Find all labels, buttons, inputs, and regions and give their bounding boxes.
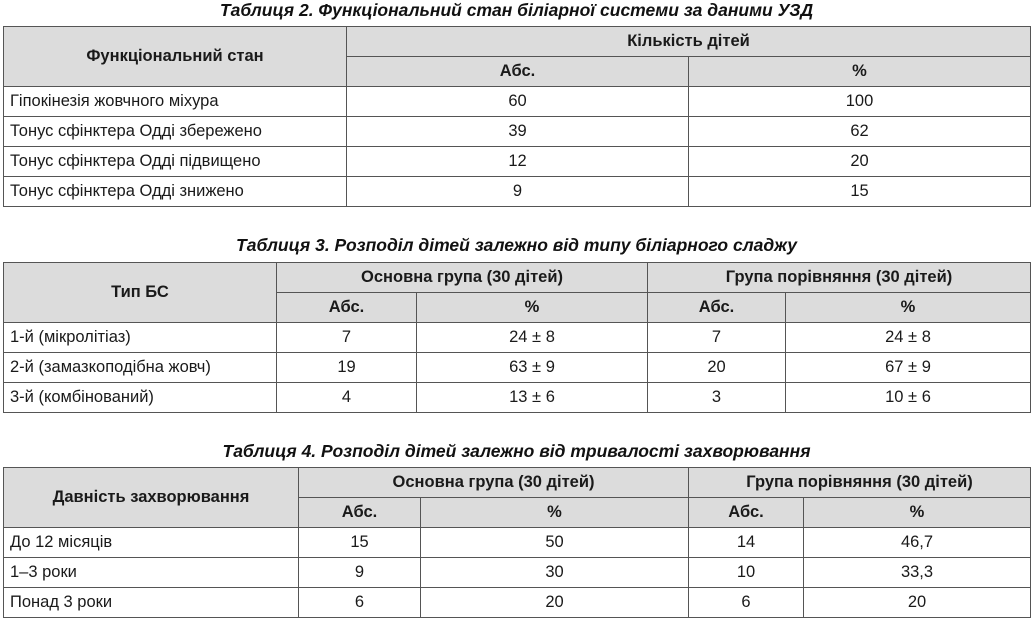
row-label: 1-й (мікролітіаз) xyxy=(4,323,277,353)
cell-comp-abs: 7 xyxy=(648,323,786,353)
cell-comp-abs: 20 xyxy=(648,353,786,383)
table4-header-main-pct: % xyxy=(421,498,689,528)
table2-header-row-label: Функціональний стан xyxy=(4,27,347,87)
cell-pct: 62 xyxy=(689,117,1031,147)
row-label: 3-й (комбінований) xyxy=(4,383,277,413)
table2-header-group: Кількість дітей xyxy=(347,27,1031,57)
table-row xyxy=(4,383,1031,413)
cell-main-pct: 63 ± 9 xyxy=(417,353,648,383)
table-row xyxy=(4,147,1031,177)
cell-main-abs: 9 xyxy=(299,558,421,588)
cell-main-pct: 20 xyxy=(421,588,689,618)
cell-comp-pct: 10 ± 6 xyxy=(786,383,1031,413)
table4 xyxy=(3,467,1031,618)
cell-comp-pct: 24 ± 8 xyxy=(786,323,1031,353)
cell-main-pct: 24 ± 8 xyxy=(417,323,648,353)
table-row xyxy=(4,528,1031,558)
table3-caption: Таблиця 3. Розподіл дітей залежно від типу біліарного сладжу xyxy=(236,235,797,255)
cell-comp-pct: 67 ± 9 xyxy=(786,353,1031,383)
cell-main-pct: 30 xyxy=(421,558,689,588)
cell-comp-pct: 20 xyxy=(804,588,1031,618)
cell-comp-abs: 6 xyxy=(689,588,804,618)
table3-header-comp-group: Група порівняння (30 дітей) xyxy=(648,263,1031,293)
row-label: Гіпокінезія жовчного міхура xyxy=(4,87,347,117)
table2-header-pct: % xyxy=(689,57,1031,87)
table-row xyxy=(4,588,1031,618)
cell-main-abs: 15 xyxy=(299,528,421,558)
cell-comp-pct: 33,3 xyxy=(804,558,1031,588)
row-label: До 12 місяців xyxy=(4,528,299,558)
table4-header-main-group: Основна група (30 дітей) xyxy=(299,468,689,498)
row-label: Понад 3 роки xyxy=(4,588,299,618)
cell-main-abs: 19 xyxy=(277,353,417,383)
cell-pct: 15 xyxy=(689,177,1031,207)
table3-header-comp-abs: Абс. xyxy=(648,293,786,323)
table3-header-main-group: Основна група (30 дітей) xyxy=(277,263,648,293)
row-label: Тонус сфінктера Одді знижено xyxy=(4,177,347,207)
cell-comp-abs: 14 xyxy=(689,528,804,558)
table4-caption: Таблиця 4. Розподіл дітей залежно від тривалості захворювання xyxy=(222,441,811,461)
table3-header-comp-pct: % xyxy=(786,293,1031,323)
cell-comp-pct: 46,7 xyxy=(804,528,1031,558)
cell-main-pct: 13 ± 6 xyxy=(417,383,648,413)
table2-header-abs: Абс. xyxy=(347,57,689,87)
table3-header-row-label: Тип БС xyxy=(4,263,277,323)
cell-pct: 20 xyxy=(689,147,1031,177)
cell-main-pct: 50 xyxy=(421,528,689,558)
table3-header-main-abs: Абс. xyxy=(277,293,417,323)
cell-abs: 9 xyxy=(347,177,689,207)
table-row xyxy=(4,87,1031,117)
table4-header-main-abs: Абс. xyxy=(299,498,421,528)
row-label: 1–3 роки xyxy=(4,558,299,588)
table4-header-comp-group: Група порівняння (30 дітей) xyxy=(689,468,1031,498)
row-label: Тонус сфінктера Одді збережено xyxy=(4,117,347,147)
table2 xyxy=(3,26,1031,207)
table4-header-comp-pct: % xyxy=(804,498,1031,528)
table2-caption: Таблиця 2. Функціональний стан біліарної системи за даними УЗД xyxy=(219,0,814,20)
table-row xyxy=(4,323,1031,353)
cell-abs: 60 xyxy=(347,87,689,117)
cell-comp-abs: 10 xyxy=(689,558,804,588)
row-label: Тонус сфінктера Одді підвищено xyxy=(4,147,347,177)
table-row xyxy=(4,117,1031,147)
table4-header-comp-abs: Абс. xyxy=(689,498,804,528)
cell-main-abs: 4 xyxy=(277,383,417,413)
table-row xyxy=(4,177,1031,207)
cell-main-abs: 7 xyxy=(277,323,417,353)
cell-main-abs: 6 xyxy=(299,588,421,618)
cell-abs: 12 xyxy=(347,147,689,177)
table3-header-main-pct: % xyxy=(417,293,648,323)
table3 xyxy=(3,262,1031,413)
cell-pct: 100 xyxy=(689,87,1031,117)
cell-abs: 39 xyxy=(347,117,689,147)
table-row xyxy=(4,353,1031,383)
row-label: 2-й (замазкоподібна жовч) xyxy=(4,353,277,383)
cell-comp-abs: 3 xyxy=(648,383,786,413)
table4-header-row-label: Давність захворювання xyxy=(4,468,299,528)
table-row xyxy=(4,558,1031,588)
